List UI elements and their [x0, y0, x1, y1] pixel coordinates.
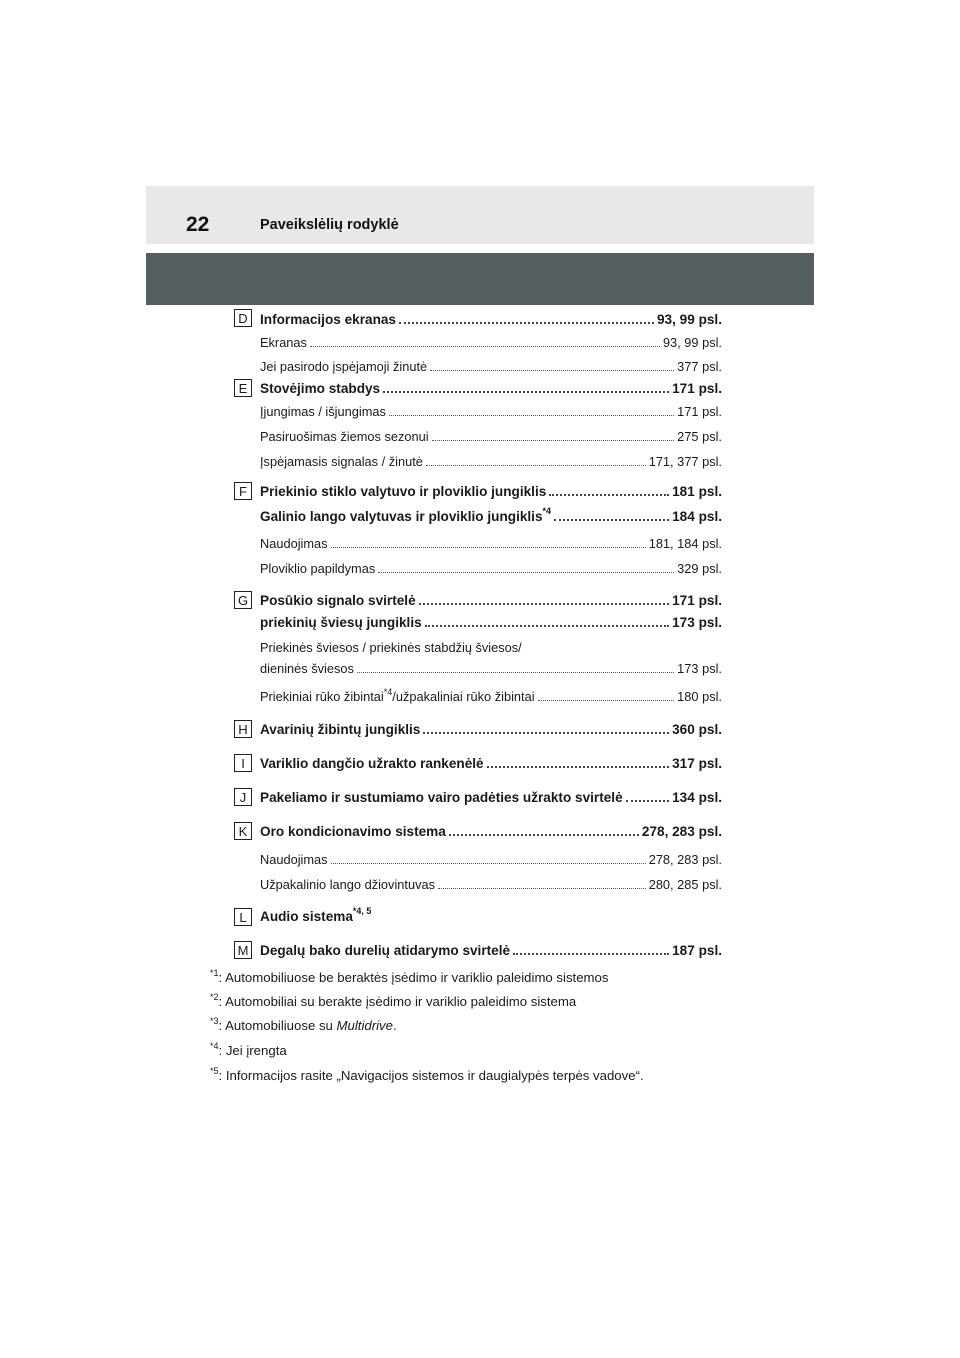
index-entry[interactable]: [260, 824, 722, 839]
entry-label: [260, 906, 372, 924]
leader-dots: [310, 345, 660, 347]
footnote-ref: *4, 5: [352, 906, 372, 917]
index-subentry[interactable]: [260, 686, 722, 704]
index-subentry[interactable]: [260, 404, 722, 419]
footnote-tail: .: [392, 1018, 397, 1033]
index-entry[interactable]: [260, 943, 722, 958]
index-entry[interactable]: [260, 722, 722, 737]
index-subentry[interactable]: [260, 661, 722, 676]
footnote-mark: *1: [210, 967, 219, 978]
entry-label: priekinių šviesų jungiklis: [260, 615, 422, 630]
leader-dots: [513, 952, 669, 955]
index-entry[interactable]: [260, 756, 722, 771]
index-entry[interactable]: [260, 484, 722, 499]
entry-page: 278, 283 psl.: [641, 824, 722, 839]
leader-dots: [419, 602, 670, 605]
entry-label: Priekinio stiklo valytuvo ir ploviklio jungiklis: [260, 484, 547, 499]
entry-label: Pasiruošimas žiemos sezonui: [260, 429, 429, 444]
leader-dots: [383, 390, 669, 393]
page-title: Paveikslėlių rodyklė: [260, 217, 399, 233]
leader-dots: [426, 464, 646, 466]
entry-label: dieninės šviesos: [260, 661, 354, 676]
footnote: [210, 1015, 397, 1033]
entry-label-text: Audio sistema: [260, 909, 353, 924]
entry-page: 181 psl.: [672, 484, 722, 499]
entry-page: 181, 184 psl.: [648, 536, 722, 551]
entry-page: 377 psl.: [677, 359, 722, 374]
entry-label: Ekranas: [260, 335, 307, 350]
index-subentry[interactable]: [260, 877, 722, 892]
leader-dots: [549, 493, 669, 496]
entry-page: 317 psl.: [672, 756, 722, 771]
footnote-ref: *4: [383, 686, 393, 697]
index-entry[interactable]: [260, 381, 722, 396]
section-letter-i: I: [234, 754, 252, 772]
footnote-text: : Informacijos rasite „Navigacijos sistemos ir daugialypės terpės vadove“.: [218, 1068, 644, 1083]
index-subentry[interactable]: [260, 429, 722, 444]
index-entry[interactable]: [260, 906, 722, 924]
index-entry[interactable]: [260, 593, 722, 608]
entry-label: Oro kondicionavimo sistema: [260, 824, 446, 839]
index-subentry[interactable]: [260, 536, 722, 551]
entry-label: Įjungimas / išjungimas: [260, 404, 386, 419]
entry-label-text: /užpakaliniai rūko žibintai: [392, 689, 535, 704]
section-letter-e: E: [234, 379, 252, 397]
entry-page: 134 psl.: [672, 790, 722, 805]
section-letter-h: H: [234, 720, 252, 738]
leader-dots: [389, 414, 674, 416]
index-subentry[interactable]: [260, 359, 722, 374]
index-subentry[interactable]: [260, 454, 722, 469]
entry-label: Avarinių žibintų jungiklis: [260, 722, 421, 737]
index-entry[interactable]: [260, 790, 722, 805]
entry-label: Stovėjimo stabdys: [260, 381, 381, 396]
leader-dots: [331, 862, 646, 864]
leader-dots: [357, 671, 674, 673]
section-letter-l: L: [234, 908, 252, 926]
entry-page: 93, 99 psl.: [657, 312, 722, 327]
index-entry[interactable]: [260, 506, 722, 524]
section-letter-m: M: [234, 941, 252, 959]
entry-page: 278, 283 psl.: [648, 852, 722, 867]
entry-page: 187 psl.: [672, 943, 722, 958]
entry-label-text: Galinio lango valytuvas ir ploviklio jungiklis: [260, 509, 543, 524]
footnote: [210, 991, 577, 1009]
leader-dots: [423, 731, 669, 734]
section-letter-j: J: [234, 788, 252, 806]
entry-page: 171 psl.: [677, 404, 722, 419]
entry-label: Ploviklio papildymas: [260, 561, 376, 576]
entry-page: 171 psl.: [672, 593, 722, 608]
leader-dots: [449, 833, 639, 836]
entry-page: 184 psl.: [672, 509, 722, 524]
footnote: [210, 1065, 644, 1083]
entry-label-text: Priekiniai rūko žibintai: [260, 689, 384, 704]
index-entry[interactable]: [260, 312, 722, 327]
entry-page: 180 psl.: [677, 689, 722, 704]
entry-label: Įspėjamasis signalas / žinutė: [260, 454, 423, 469]
entry-label: Informacijos ekranas: [260, 312, 396, 327]
entry-label: Jei pasirodo įspėjamoji žinutė: [260, 359, 428, 374]
entry-label: [260, 686, 535, 704]
leader-dots: [399, 321, 654, 324]
footnote-text: : Automobiliuose su: [218, 1018, 337, 1033]
entry-page: 360 psl.: [672, 722, 722, 737]
entry-label: Posūkio signalo svirtelė: [260, 593, 416, 608]
leader-dots: [626, 799, 669, 802]
section-letter-f: F: [234, 482, 252, 500]
section-letter-g: G: [234, 591, 252, 609]
page-header: [146, 186, 814, 244]
index-subentry[interactable]: [260, 561, 722, 576]
entry-label: Pakeliamo ir sustumiamo vairo padėties užrakto svirtelė: [260, 790, 623, 805]
index-subentry[interactable]: [260, 852, 722, 867]
footnote: [210, 967, 609, 985]
entry-label: Naudojimas: [260, 536, 328, 551]
entry-label-line: Priekinės šviesos / priekinės stabdžių šviesos/: [260, 640, 522, 655]
leader-dots: [554, 518, 669, 521]
entry-label: Naudojimas: [260, 852, 328, 867]
entry-page: 329 psl.: [677, 561, 722, 576]
leader-dots: [438, 887, 646, 889]
entry-label: [260, 506, 552, 524]
entry-page: 280, 285 psl.: [648, 877, 722, 892]
leader-dots: [331, 546, 646, 548]
footnote-text: : Automobiliai su berakte įsėdimo ir variklio paleidimo sistema: [218, 994, 577, 1009]
footnote-ref: *4: [542, 506, 552, 517]
footnote-text: : Automobiliuose be beraktės įsėdimo ir variklio paleidimo sistemos: [218, 970, 609, 985]
entry-page: 173 psl.: [672, 615, 722, 630]
entry-page: 171 psl.: [672, 381, 722, 396]
entry-label: Degalų bako durelių atidarymo svirtelė: [260, 943, 511, 958]
entry-page: 173 psl.: [677, 661, 722, 676]
leader-dots: [432, 439, 675, 441]
index-subentry[interactable]: [260, 335, 722, 350]
leader-dots: [425, 624, 669, 627]
footnote-mark: *3: [210, 1015, 219, 1026]
footnote-text: : Jei įrengta: [218, 1043, 287, 1058]
index-entry[interactable]: [260, 615, 722, 630]
footnote: [210, 1040, 287, 1058]
section-letter-k: K: [234, 822, 252, 840]
footnote-italic: Multidrive: [336, 1018, 393, 1033]
page-number: 22: [186, 213, 210, 236]
footnote-mark: *4: [210, 1040, 219, 1051]
leader-dots: [430, 369, 674, 371]
leader-dots: [538, 699, 675, 701]
entry-page: 93, 99 psl.: [662, 335, 722, 350]
leader-dots: [378, 571, 674, 573]
footnote-mark: *5: [210, 1065, 219, 1076]
entry-label: Užpakalinio lango džiovintuvas: [260, 877, 435, 892]
leader-dots: [487, 765, 670, 768]
entry-page: 171, 377 psl.: [648, 454, 722, 469]
entry-label: Variklio dangčio užrakto rankenėlė: [260, 756, 484, 771]
entry-page: 275 psl.: [677, 429, 722, 444]
section-letter-d: D: [234, 309, 252, 327]
header-band: [146, 253, 814, 305]
footnote-mark: *2: [210, 991, 219, 1002]
